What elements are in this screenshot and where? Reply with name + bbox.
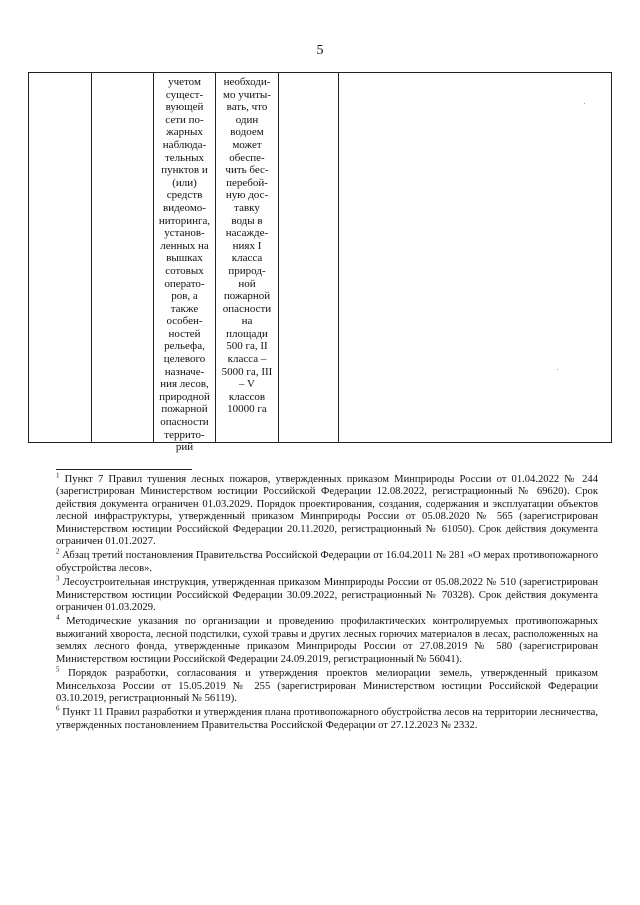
cell-line: сети по- xyxy=(165,113,204,126)
cell-line: на xyxy=(241,315,253,328)
footnote-text: Абзац третий постановления Правительства Российской Федерации от 16.04.2011 № 281 «О мерах противопожарного обустройства лесов». xyxy=(56,550,598,574)
cell-line: рий xyxy=(175,441,194,454)
footnote-marker: 5 xyxy=(56,665,60,674)
cell-line: террито- xyxy=(164,428,205,441)
cell-line: опасности xyxy=(222,302,272,315)
cell-line: целевого xyxy=(163,353,206,366)
cell-line: пожарной xyxy=(223,290,271,303)
cell-line: рельефа, xyxy=(164,340,205,353)
footnote xyxy=(56,613,598,666)
footnote-text: Методические указания по организации и проведению профилактических контролируемых противопожарных выжиганий хвороста, лесной подстилки, сухой травы и других лесных горючих материалов в лесах, расположенных на землях лесного фонда, утвержденные приказом Минприроды России от 27.08.2019 № 580 (зарегистрирован Министерством юстиции Российской Федерации 24.09.2019, регистрационный № 56041). xyxy=(56,616,598,665)
footnote-marker: 6 xyxy=(56,704,60,713)
footnote xyxy=(56,471,598,548)
cell-line: пожарной xyxy=(161,403,208,416)
footnotes xyxy=(56,471,598,734)
cell-line: также xyxy=(170,302,199,315)
cell-line: классов xyxy=(228,390,266,403)
cell-line: установ- xyxy=(164,227,205,240)
cell-line: тавку xyxy=(234,201,260,214)
cell-line: средств xyxy=(166,189,203,202)
cell-line: ниторинга, xyxy=(158,214,211,227)
cell-line: тельных xyxy=(165,151,204,164)
cell-line: обеспе- xyxy=(229,151,265,164)
cell-line: ную дос- xyxy=(225,189,269,202)
cell-line: вующей xyxy=(165,101,204,114)
cell-line: ниях I xyxy=(232,239,262,252)
cell-line: 500 га, II xyxy=(226,340,268,353)
cell-line: чить бес- xyxy=(225,164,269,177)
cell-line: жарных xyxy=(166,126,203,139)
cell-line: наблюда- xyxy=(162,138,207,151)
footnote-text: Лесоустроительная инструкция, утвержденная приказом Минприроды России от 05.08.2022 № 510 (зарегистрирован Министерством юстиции Российской Федерации 30.09.2022, регистрационный № 70328). Срок действия документа ограничен 01.03.2029. xyxy=(56,577,598,614)
cell-line: воды в xyxy=(231,214,263,227)
cell-line: ния лесов, xyxy=(160,378,209,391)
table-cell-requirements xyxy=(216,76,278,416)
cell-line: может xyxy=(232,138,262,151)
cell-line: вать, что xyxy=(226,101,268,114)
cell-line: назначе- xyxy=(164,365,205,378)
footnote-text: Пункт 11 Правил разработки и утверждения плана противопожарного обустройства лесов на территории лесничества, утвержденных постановлением Правительства Российской Федерации от 27.12.2023 № 2332. xyxy=(56,707,598,731)
column-divider xyxy=(338,73,339,442)
scan-speck xyxy=(557,369,558,370)
footnote xyxy=(56,704,598,732)
cell-line: (или) xyxy=(172,176,197,189)
cell-line: природной xyxy=(159,390,210,403)
cell-line: природ- xyxy=(228,264,266,277)
table xyxy=(28,72,612,454)
cell-line: ленных на xyxy=(160,239,209,252)
cell-line: операто- xyxy=(164,277,205,290)
cell-line: перебой- xyxy=(226,176,268,189)
cell-line: необходи- xyxy=(223,76,271,88)
cell-line: насажде- xyxy=(225,227,269,240)
cell-line: водоем xyxy=(230,126,264,139)
footnote-marker: 4 xyxy=(56,613,60,622)
scan-speck xyxy=(584,103,585,104)
footnote-text: Пункт 7 Правил тушения лесных пожаров, утвержденных приказом Минприроды России от 01.04.2022 № 244 (зарегистрирован Министерством юстиции Российской Федерации 12.08.2022, регистрационный № 69620). Срок действия документа ограничен 01.03.2029. Порядок проектирования, создания, содержания и эксплуатации объектов лесной инфраструктуры, утвержденный приказом Минприроды России от 05.08.2020 № 565 (зарегистрирован Министерством юстиции Российской Федерации 20.11.2020, регистрационный № 61050). Срок действия документа ограничен 01.01.2027. xyxy=(56,474,598,548)
footnote xyxy=(56,574,598,614)
column-divider xyxy=(278,73,279,442)
footnote xyxy=(56,547,598,575)
cell-line: площади xyxy=(226,327,268,340)
cell-line: – V xyxy=(239,378,255,391)
cell-line: класса xyxy=(231,252,263,265)
cell-line: сотовых xyxy=(165,264,204,277)
cell-line: сущест- xyxy=(165,88,204,101)
cell-line: опасности xyxy=(160,416,209,429)
page-number: 5 xyxy=(316,43,324,58)
cell-line: пунктов и xyxy=(161,164,208,177)
table-cell-criteria xyxy=(154,76,215,454)
footnote-separator xyxy=(56,469,192,470)
cell-line: один xyxy=(235,113,259,126)
cell-line: особен- xyxy=(166,315,203,328)
footnote-marker: 3 xyxy=(56,574,60,583)
cell-line: вышках xyxy=(166,252,203,265)
cell-line: ностей xyxy=(168,327,201,340)
footnote-text: Порядок разработки, согласования и утверждения проектов мелиорации земель, утвержденный приказом Минсельхоза России от 15.05.2019 № 255 (зарегистрирован Министерством юстиции Российской Федерации 03.10.2019, регистрационный № 56119). xyxy=(56,668,598,704)
cell-line: видеомо- xyxy=(163,201,206,214)
cell-line: мо учиты- xyxy=(223,88,271,101)
cell-line: 10000 га xyxy=(227,403,267,416)
footnote-marker: 1 xyxy=(56,471,60,480)
cell-line: ров, а xyxy=(171,290,198,303)
footnote-marker: 2 xyxy=(56,547,60,556)
cell-line: ной xyxy=(238,277,256,290)
column-divider xyxy=(91,73,92,442)
cell-line: класса – xyxy=(227,353,267,366)
cell-line: учетом xyxy=(168,76,201,88)
cell-line: 5000 га, III xyxy=(221,365,273,378)
footnote xyxy=(56,665,598,705)
